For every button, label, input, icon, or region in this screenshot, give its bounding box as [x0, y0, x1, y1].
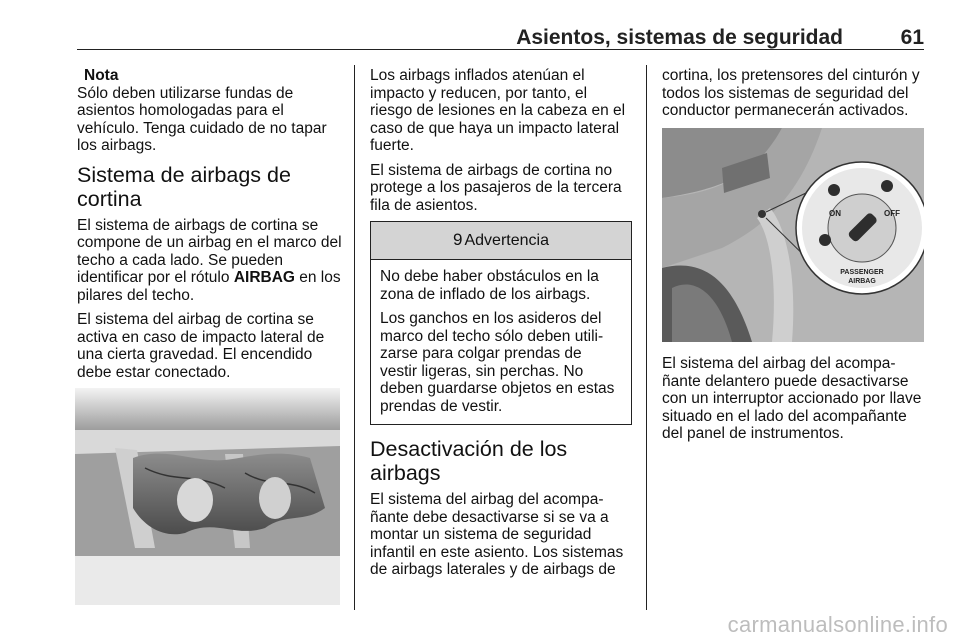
column-3-top [662, 67, 928, 127]
column-divider-1 [354, 65, 355, 610]
header-rule [77, 49, 924, 50]
warning-title: Advertencia [464, 232, 549, 249]
column-3-bottom [662, 355, 928, 450]
column-2 [370, 67, 632, 586]
inflated-airbags-paragraph: Los airbags inflados atenúan el impacto y reducen, por tanto, el riesgo de lesiones en la cabeza en el caso de que haya un impacto lateral fuerte. [370, 67, 626, 154]
switch-paragraph: El sistema del airbag del acompa-ñante delantero puede desactivarse con un interruptor accionado por llave situado en el lado del acompañante del panel de instrumentos. [662, 355, 922, 442]
note-body: Sólo deben utilizarse fundas de asientos homologadas para el vehículo. Tenga cuidado de no tapar los airbags. [77, 84, 327, 154]
column-1 [77, 67, 342, 388]
warning-box [370, 221, 632, 425]
switch-on-label: ON [829, 209, 841, 218]
section-heading-airbag-deactivation: Desactivación de los airbags [370, 437, 568, 485]
warning-paragraph-1: No debe haber obstáculos en la zona de inflado de los airbags. [380, 268, 599, 303]
warning-header [371, 222, 631, 260]
column-divider-2 [646, 65, 647, 610]
footer-watermark: carmanualsonline.info [727, 612, 948, 637]
third-row-paragraph: El sistema de airbags de cortina no protege a los pasajeros de la tercera fila de asientos. [370, 161, 622, 214]
switch-caption-line-2: AIRBAG [848, 278, 876, 285]
switch-off-label: OFF [884, 209, 900, 218]
curtain-airbag-paragraph-2: El sistema del airbag de cortina se activa en caso de impacto lateral de una cierta gravedad. El encendido debe estar conectado. [77, 311, 325, 381]
warning-body [371, 260, 631, 424]
warning-paragraph-2: Los ganchos en los asideros del marco del techo sólo deben utili-zarse para colgar prendas de vestir ligeras, sin perchas. No deben guardarse objetos en estas prendas de vestir. [380, 310, 615, 415]
note-title: Nota [84, 67, 119, 84]
airbag-switch-illustration [662, 128, 924, 342]
page-number: 61 [900, 26, 924, 49]
airbag-label: AIRBAG [233, 269, 295, 286]
section-heading-curtain-airbags: Sistema de airbags de cortina [77, 162, 291, 211]
warning-icon: 9 [453, 230, 463, 249]
switch-caption-line-1: PASSENGER [840, 269, 884, 276]
curtain-airbag-illustration [75, 388, 340, 605]
remain-active-paragraph: cortina, los pretensores del cinturón y todos los sistemas de seguridad del conductor permanecerán activados. [662, 67, 920, 119]
curtain-airbag-paragraph-1: El sistema de airbags de cortina se compone de un airbag en el marco del techo a cada lado. Se pueden identificar por el rótulo AIRBAG en los pilares del techo. [77, 216, 342, 304]
page-header-title: Asientos, sistemas de seguridad [516, 26, 843, 49]
deactivation-paragraph: El sistema del airbag del acompa-ñante debe desactivarse si se va a montar un sistema de seguridad infantil en este asiento. Los sistemas de airbags laterales y de airbags de [370, 491, 624, 578]
